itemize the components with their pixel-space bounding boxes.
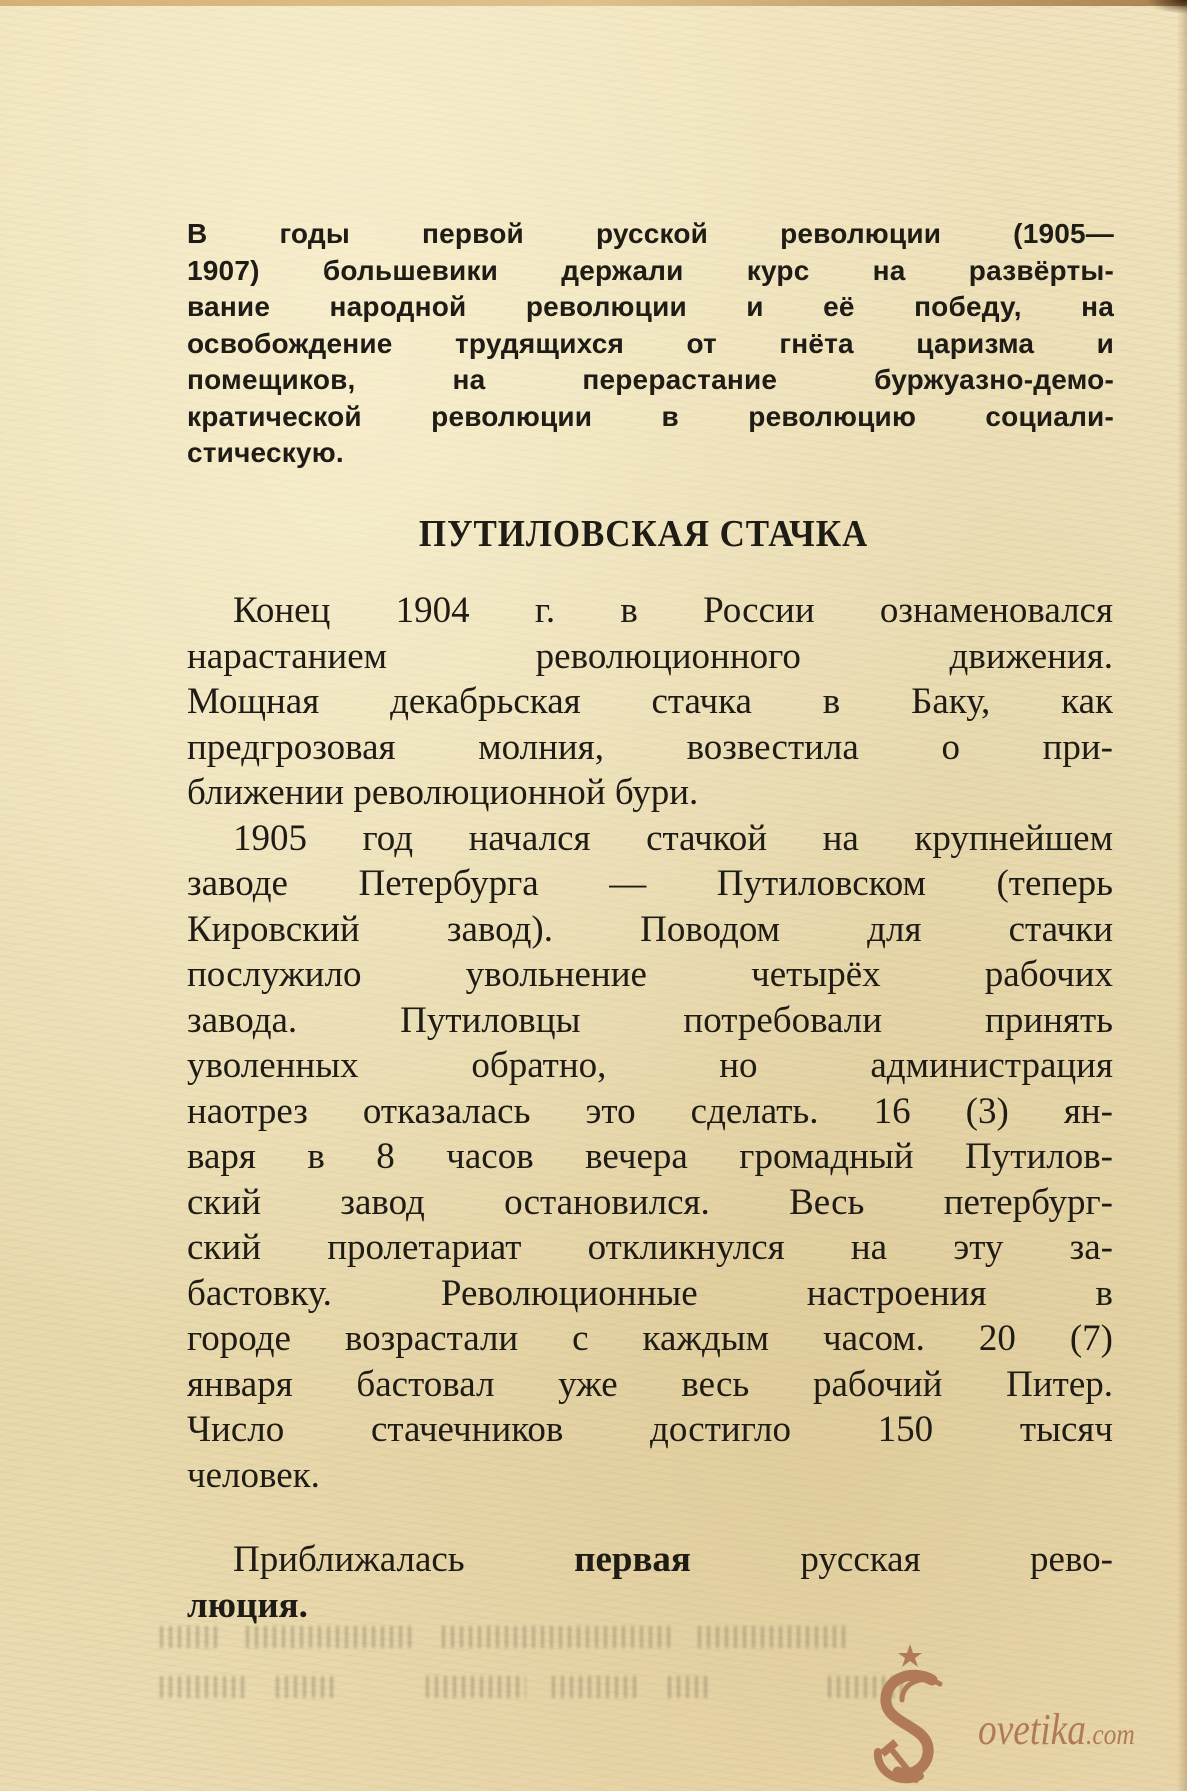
intro-line: кратической революции в революцию социали- xyxy=(187,400,1114,432)
paragraph2-line: уволенных обратно, но администрация xyxy=(187,1045,1113,1086)
paragraph2-line: варя в 8 часов вечера громадный Путилов- xyxy=(187,1136,1113,1177)
paragraph1-line: Мощная декабрьская стачка в Баку, как xyxy=(187,681,1113,722)
closing-word: Приближалась xyxy=(233,1539,465,1580)
page-corner-shadow xyxy=(1147,0,1187,14)
paragraph2-line: завода. Путиловцы потребовали принять xyxy=(187,999,1113,1041)
watermark-logo xyxy=(840,1640,980,1790)
closing-line: люция. xyxy=(187,1584,308,1626)
paragraph2-line: Число стачечников достигло 150 тысяч xyxy=(187,1409,1113,1450)
closing-line xyxy=(187,1537,1113,1583)
intro-line: В годы первой русской революции (1905— xyxy=(187,218,1114,249)
watermark-name: ovetika xyxy=(978,1705,1086,1754)
paragraph2-line: ский пролетариат откликнулся на эту за- xyxy=(187,1227,1113,1268)
watermark-suffix: .com xyxy=(1085,1718,1135,1751)
paragraph1-line: предгрозовая молния, возвестила о при- xyxy=(187,726,1113,768)
star-icon xyxy=(898,1644,922,1667)
closing-word: русская рево- xyxy=(800,1539,1113,1580)
section-title: ПУТИЛОВСКАЯ СТАЧКА xyxy=(418,513,869,555)
intro-line: освобождение трудящихся от гнёта царизма и xyxy=(187,327,1114,359)
paragraph2-line: городе возрастали с каждым часом. 20 (7) xyxy=(187,1318,1113,1359)
body-paragraphs xyxy=(187,588,1113,1498)
paragraph1-line: ближении революционной бури. xyxy=(187,772,699,813)
intro-line: вание народной революции и её победу, на xyxy=(187,291,1114,322)
paragraph1-line: Конец 1904 г. в России ознаменовался xyxy=(233,590,1113,631)
intro-line: стическую. xyxy=(187,437,344,468)
paragraph2-line: бастовку. Революционные настроения в xyxy=(187,1272,1113,1314)
paragraph2-line: человек. xyxy=(187,1454,320,1496)
paragraph2-line: послужило увольнение четырёх рабочих xyxy=(187,954,1113,995)
sovetika-watermark xyxy=(840,1640,1180,1790)
paragraph2-line: ский завод остановился. Весь петербург- xyxy=(187,1181,1113,1223)
paragraph2-line: Кировский завод). Поводом для стачки xyxy=(187,908,1113,950)
watermark-text xyxy=(978,1704,1135,1755)
hammer-sickle-icon xyxy=(878,1675,940,1780)
page-edge-top xyxy=(0,0,1187,6)
closing-paragraph xyxy=(187,1537,1113,1628)
page-edge-right xyxy=(1177,0,1187,1791)
intro-paragraph xyxy=(187,216,1114,472)
paragraph2-line: наотрез отказалась это сделать. 16 (3) ян- xyxy=(187,1090,1113,1132)
intro-line: помещиков, на перерастание буржуазно-демо- xyxy=(187,364,1114,395)
closing-word-bold: первая xyxy=(574,1539,691,1580)
paragraph2-line: заводе Петербурга — Путиловском (теперь xyxy=(187,863,1113,904)
intro-line: 1907) большевики держали курс на развёрты- xyxy=(187,254,1114,286)
paragraph2-line: 1905 год начался стачкой на крупнейшем xyxy=(233,817,1113,859)
paragraph2-line: января бастовал уже весь рабочий Питер. xyxy=(187,1363,1113,1405)
paragraph1-line: нарастанием революционного движения. xyxy=(187,635,1113,677)
